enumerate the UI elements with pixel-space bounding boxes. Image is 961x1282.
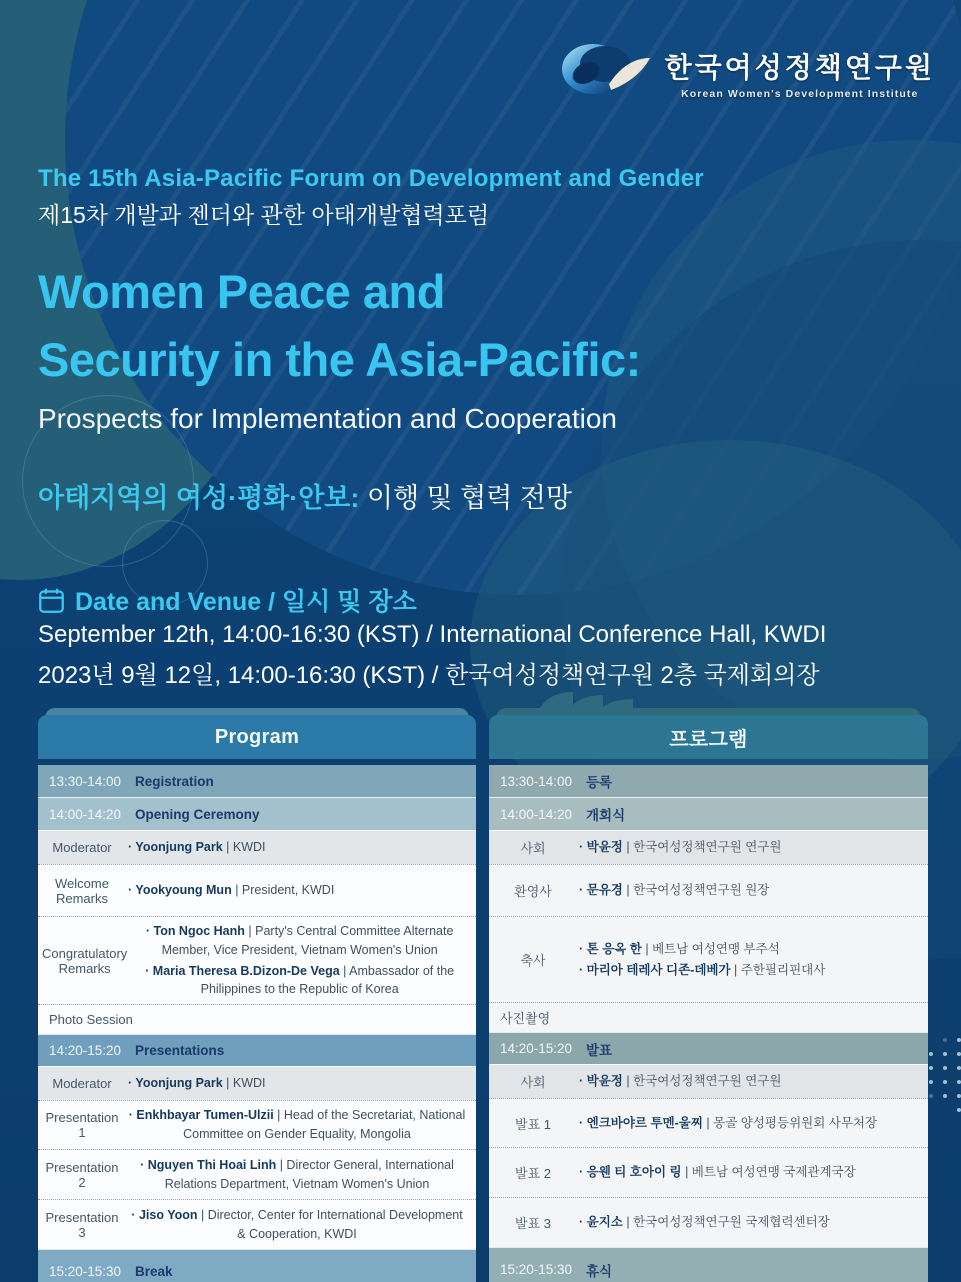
full-row: Photo Session: [38, 1004, 476, 1034]
session-time: 14:20-15:20: [500, 1041, 573, 1056]
speaker-title: | 한국여성정책연구원 연구원: [622, 840, 782, 855]
speaker-item: · Yookyoung Mun | President, KWDI: [128, 883, 335, 898]
speaker-name: Enkhbayar Tumen-Ulzii: [136, 1108, 274, 1123]
venue-line-en: September 12th, 14:00-16:30 (KST) / International Conference Hall, KWDI: [38, 621, 827, 648]
speaker-name: Yoonjung Park: [135, 840, 223, 855]
speaker-title: | 몽골 양성평등위원회 사무처장: [702, 1115, 878, 1130]
speaker-title: | KWDI: [222, 1076, 266, 1091]
session-row: [489, 765, 928, 797]
speaker-name: 문유경: [586, 883, 623, 898]
speaker-item: · 엔크바야르 투멘-울찌 | 몽골 양성평등위원회 사무처장: [579, 1115, 878, 1130]
speaker-item: · Yoonjung Park | KWDI: [128, 840, 266, 855]
subtitle-en: Prospects for Implementation and Cooperation: [38, 403, 617, 434]
main-title-line1: Women Peace and: [38, 265, 445, 318]
full-row: 사진촬영: [489, 1002, 928, 1032]
subtitle-ko: [38, 476, 572, 515]
session-row: [38, 765, 476, 797]
speaker-name: 톤 응옥 한: [586, 941, 642, 956]
session-label: 개회식: [586, 808, 626, 823]
logo-english-name: Korean Women's Development Institute: [681, 87, 919, 100]
speaker-title: | KWDI: [222, 840, 266, 855]
row-label: 발표 1: [515, 1116, 551, 1132]
calendar-icon: [38, 587, 65, 614]
speaker-title: | Director, Center for International Development & Cooperation, KWDI: [197, 1207, 463, 1241]
speaker-item: · Nguyen Thi Hoai Linh | Director General, International Relations Department, Vietnam Women's Union: [140, 1157, 454, 1191]
main-title-line2: Security in the Asia-Pacific:: [38, 333, 641, 386]
row-value: [577, 876, 928, 905]
speaker-title: | Ambassador of the Philippines to the Republic of Korea: [200, 963, 455, 997]
session-row: [489, 1247, 928, 1282]
speaker-item: · 박윤정 | 한국여성정책연구원 연구원: [579, 840, 782, 855]
session-label: Break: [135, 1264, 173, 1279]
speaker-item: · Jiso Yoon | Director, Center for International Development & Cooperation, KWDI: [131, 1207, 463, 1241]
row-value: [126, 833, 476, 862]
row-value: [126, 1151, 476, 1199]
row-label: 발표 3: [515, 1216, 551, 1231]
session-time: 14:20-15:20: [49, 1043, 122, 1058]
detail-row: [489, 1147, 928, 1197]
row-label: Presentation 3: [45, 1209, 119, 1240]
speaker-name: 마리아 테레사 디존-데베가: [586, 962, 731, 977]
speaker-item: · Maria Theresa B.Dizon-De Vega | Ambassador of the Philippines to the Republic of Korea: [145, 963, 455, 997]
date-venue-heading-text: Date and Venue / 일시 및 장소: [75, 588, 417, 616]
detail-row: [489, 864, 928, 916]
speaker-title: | Director General, International Relations Department, Vietnam Women's Union: [164, 1157, 454, 1191]
program-table-en-rows: [38, 765, 476, 1282]
session-time: 15:20-15:30: [500, 1262, 573, 1277]
program-table-ko: [489, 715, 928, 1282]
speaker-item: · Enkhbayar Tumen-Ulzii | Head of the Secretariat, National Committee on Gender Equality, Mongolia: [128, 1108, 466, 1141]
dot-grid: [929, 1038, 961, 1112]
detail-row: [489, 1098, 928, 1147]
detail-row: [489, 830, 928, 864]
subtitle-ko-rest: 이행 및 협력 전망: [359, 483, 572, 513]
session-row: [38, 1034, 476, 1066]
speaker-title: | 한국여성정책연구원 원장: [622, 883, 770, 898]
speaker-name: 박윤정: [586, 840, 623, 855]
speaker-title: | President, KWDI: [231, 883, 335, 898]
row-label: Presentation 1: [45, 1110, 119, 1140]
speaker-name: Jiso Yoon: [138, 1207, 198, 1222]
speaker-name: 응웬 티 호아이 링: [586, 1165, 682, 1180]
speaker-name: Nguyen Thi Hoai Linh: [147, 1157, 277, 1172]
session-time: 15:20-15:30: [49, 1264, 122, 1279]
session-row: [489, 797, 928, 830]
row-value: [126, 1069, 476, 1098]
program-table-ko-title: 프로그램: [489, 715, 928, 759]
speaker-name: 박윤정: [586, 1074, 623, 1089]
row-label: Welcome Remarks: [55, 875, 109, 906]
program-table-ko-rows: [489, 765, 928, 1282]
speaker-title: | 주한필리핀대사: [730, 962, 826, 977]
session-time: 14:00-14:20: [49, 806, 122, 822]
speaker-title: | 한국여성정책연구원 연구원: [622, 1074, 782, 1089]
session-label: 휴식: [586, 1263, 613, 1279]
program-table-en-title: Program: [38, 715, 476, 759]
speaker-title: | 베트남 여성연맹 부주석: [641, 941, 780, 956]
kwdi-swirl-icon: [553, 38, 653, 107]
speaker-name: 윤지소: [586, 1215, 623, 1230]
session-label: Opening Ceremony: [135, 806, 260, 822]
detail-row: [489, 1064, 928, 1098]
speaker-item: · 윤지소 | 한국여성정책연구원 국제협력센터장: [579, 1215, 830, 1230]
subtitle-ko-highlight: 아태지역의 여성·평화·안보:: [38, 483, 360, 513]
row-value: [577, 1158, 928, 1187]
row-label: Moderator: [52, 1076, 112, 1091]
speaker-title: | Party's Central Committee Alternate Member, Vice President, Vietnam Women's Union: [161, 924, 454, 957]
speaker-item: · 박윤정 | 한국여성정책연구원 연구원: [579, 1074, 782, 1089]
row-value: [126, 1201, 476, 1249]
detail-row: [489, 1197, 928, 1247]
session-label: 등록: [586, 775, 613, 790]
detail-row: [38, 830, 476, 864]
detail-row: [38, 1100, 476, 1149]
logo-korean-name: 한국여성정책연구원: [664, 51, 935, 83]
row-label: Congratulatory Remarks: [42, 945, 128, 976]
session-time: 13:30-14:00: [500, 773, 573, 789]
speaker-title: | 한국여성정책연구원 국제협력센터장: [622, 1215, 830, 1230]
speaker-name: 엔크바야르 투멘-울찌: [586, 1115, 703, 1130]
row-label: 사회: [520, 841, 546, 856]
main-title: [38, 258, 641, 394]
program-table-en: [38, 715, 476, 1282]
speaker-item: · 톤 응옥 한 | 베트남 여성연맹 부주석: [579, 941, 780, 956]
venue-line-ko: 2023년 9월 12일, 14:00-16:30 (KST) / 한국여성정책연구원 2층 국제회의장: [38, 662, 820, 689]
date-venue-heading: [38, 582, 417, 618]
kwdi-logo: [553, 38, 935, 107]
session-row: [489, 1032, 928, 1064]
session-time: 14:00-14:20: [500, 806, 573, 822]
detail-row: [38, 864, 476, 916]
row-value: [131, 917, 476, 1004]
row-label: Moderator: [52, 840, 112, 855]
speaker-title: | Head of the Secretariat, National Committee on Gender Equality, Mongolia: [183, 1108, 466, 1141]
speaker-name: Maria Theresa B.Dizon-De Vega: [152, 963, 340, 978]
row-label: 환영사: [514, 884, 552, 899]
row-value: [126, 876, 476, 905]
program-tables: [38, 715, 928, 1282]
speaker-name: Yoonjung Park: [135, 1076, 223, 1091]
row-value: [577, 1208, 928, 1237]
speaker-name: Ton Ngoc Hanh: [153, 924, 245, 938]
forum-title-ko: 제15차 개발과 젠더와 관한 아태개발협력포럼: [38, 202, 490, 228]
session-row: [38, 1249, 476, 1282]
speaker-item: · Yoonjung Park | KWDI: [128, 1076, 266, 1091]
row-value: [577, 935, 928, 985]
forum-title-en: The 15th Asia-Pacific Forum on Development and Gender: [38, 165, 704, 192]
row-value: [577, 1067, 928, 1096]
session-label: 발표: [586, 1042, 613, 1058]
speaker-item: · 마리아 테레사 디존-데베가 | 주한필리핀대사: [579, 962, 826, 977]
detail-row: [38, 1199, 476, 1249]
row-label: 축사: [520, 953, 546, 968]
session-label: Presentations: [135, 1043, 225, 1058]
detail-row: [489, 916, 928, 1002]
session-row: [38, 797, 476, 830]
speaker-name: Yookyoung Mun: [135, 883, 232, 898]
row-label: 사회: [520, 1075, 546, 1090]
session-time: 13:30-14:00: [49, 773, 122, 789]
session-label: Registration: [135, 773, 214, 789]
speaker-item: · 문유경 | 한국여성정책연구원 원장: [579, 883, 770, 898]
detail-row: [38, 916, 476, 1004]
speaker-item: · Ton Ngoc Hanh | Party's Central Committee Alternate Member, Vice President, Vietnam Women's Union: [145, 924, 454, 957]
detail-row: [38, 1066, 476, 1100]
detail-row: [38, 1149, 476, 1199]
row-label: Presentation 2: [45, 1159, 119, 1190]
row-value: [577, 833, 928, 862]
row-label: 발표 2: [515, 1166, 551, 1181]
speaker-item: · 응웬 티 호아이 링 | 베트남 여성연맹 국제관계국장: [579, 1165, 856, 1180]
speaker-title: | 베트남 여성연맹 국제관계국장: [681, 1165, 856, 1180]
row-value: [126, 1101, 476, 1149]
row-value: [577, 1109, 928, 1138]
